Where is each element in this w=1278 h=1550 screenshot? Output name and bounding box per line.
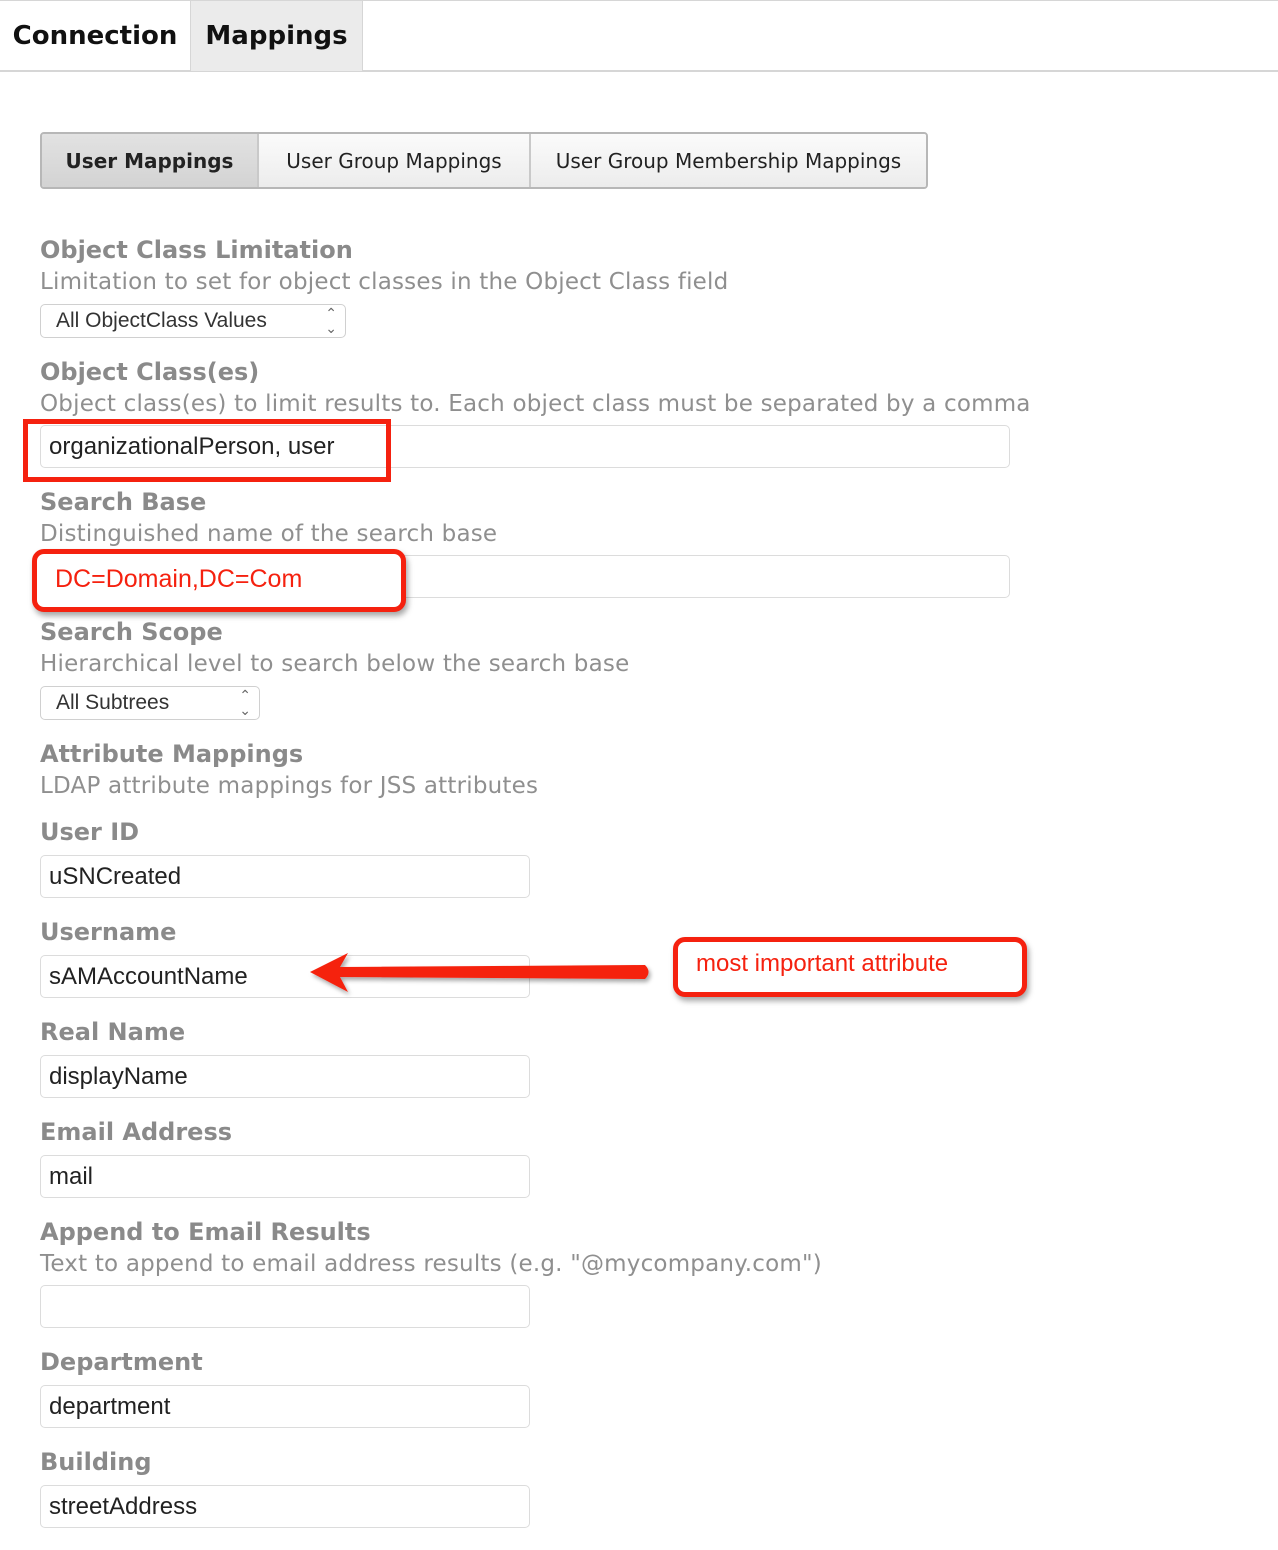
search-base-label: Search Base: [40, 488, 207, 516]
email-address-input[interactable]: mail: [40, 1155, 530, 1198]
real-name-input[interactable]: displayName: [40, 1055, 530, 1098]
object-class-limitation-description: Limitation to set for object classes in the Object Class field: [40, 269, 729, 295]
email-address-label: Email Address: [40, 1118, 233, 1146]
object-class-limitation-label: Object Class Limitation: [40, 236, 353, 264]
real-name-label: Real Name: [40, 1018, 186, 1046]
user-id-label: User ID: [40, 818, 140, 846]
object-class-limitation-value: All ObjectClass Values: [56, 309, 267, 332]
chevron-up-down-icon: ⌃ ⌄: [325, 305, 337, 336]
object-classes-description: Object class(es) to limit results to. Each object class must be separated by a comma: [40, 391, 1031, 417]
subtab-user-group-mappings[interactable]: User Group Mappings: [259, 134, 531, 187]
append-email-label: Append to Email Results: [40, 1218, 371, 1246]
search-base-value: DC=Domain,DC=Com: [55, 565, 303, 593]
subtab-user-group-membership-mappings[interactable]: User Group Membership Mappings: [531, 134, 926, 187]
chevron-up-down-icon: ⌃ ⌄: [239, 687, 251, 718]
object-classes-label: Object Class(es): [40, 358, 260, 386]
attribute-mappings-label: Attribute Mappings: [40, 740, 304, 768]
append-email-description: Text to append to email address results (e.g. "@mycompany.com"): [40, 1251, 822, 1277]
username-label: Username: [40, 918, 177, 946]
building-label: Building: [40, 1448, 152, 1476]
mapping-subtabs: [40, 132, 928, 189]
department-input[interactable]: department: [40, 1385, 530, 1428]
department-label: Department: [40, 1348, 203, 1376]
object-class-limitation-select[interactable]: [40, 304, 346, 338]
search-scope-description: Hierarchical level to search below the search base: [40, 651, 630, 677]
subtab-user-mappings[interactable]: User Mappings: [42, 134, 259, 187]
highlight-box-search-base: [32, 549, 406, 612]
annotation-callout: [673, 937, 1027, 997]
annotation-arrow: [300, 945, 660, 1005]
building-input[interactable]: streetAddress: [40, 1485, 530, 1528]
tab-connection[interactable]: Connection: [12, 21, 178, 51]
user-id-input[interactable]: uSNCreated: [40, 855, 530, 898]
search-scope-select[interactable]: [40, 686, 260, 720]
append-email-input[interactable]: [40, 1285, 530, 1328]
attribute-mappings-description: LDAP attribute mappings for JSS attributes: [40, 773, 539, 799]
top-tab-bar: [0, 0, 1278, 72]
username-input[interactable]: sAMAccountName: [40, 955, 530, 998]
tab-mappings[interactable]: Mappings: [190, 1, 363, 71]
search-base-description: Distinguished name of the search base: [40, 521, 498, 547]
search-scope-label: Search Scope: [40, 618, 223, 646]
annotation-text: most important attribute: [696, 950, 949, 977]
search-scope-value: All Subtrees: [56, 691, 170, 714]
object-classes-input[interactable]: organizationalPerson, user: [40, 425, 1010, 468]
